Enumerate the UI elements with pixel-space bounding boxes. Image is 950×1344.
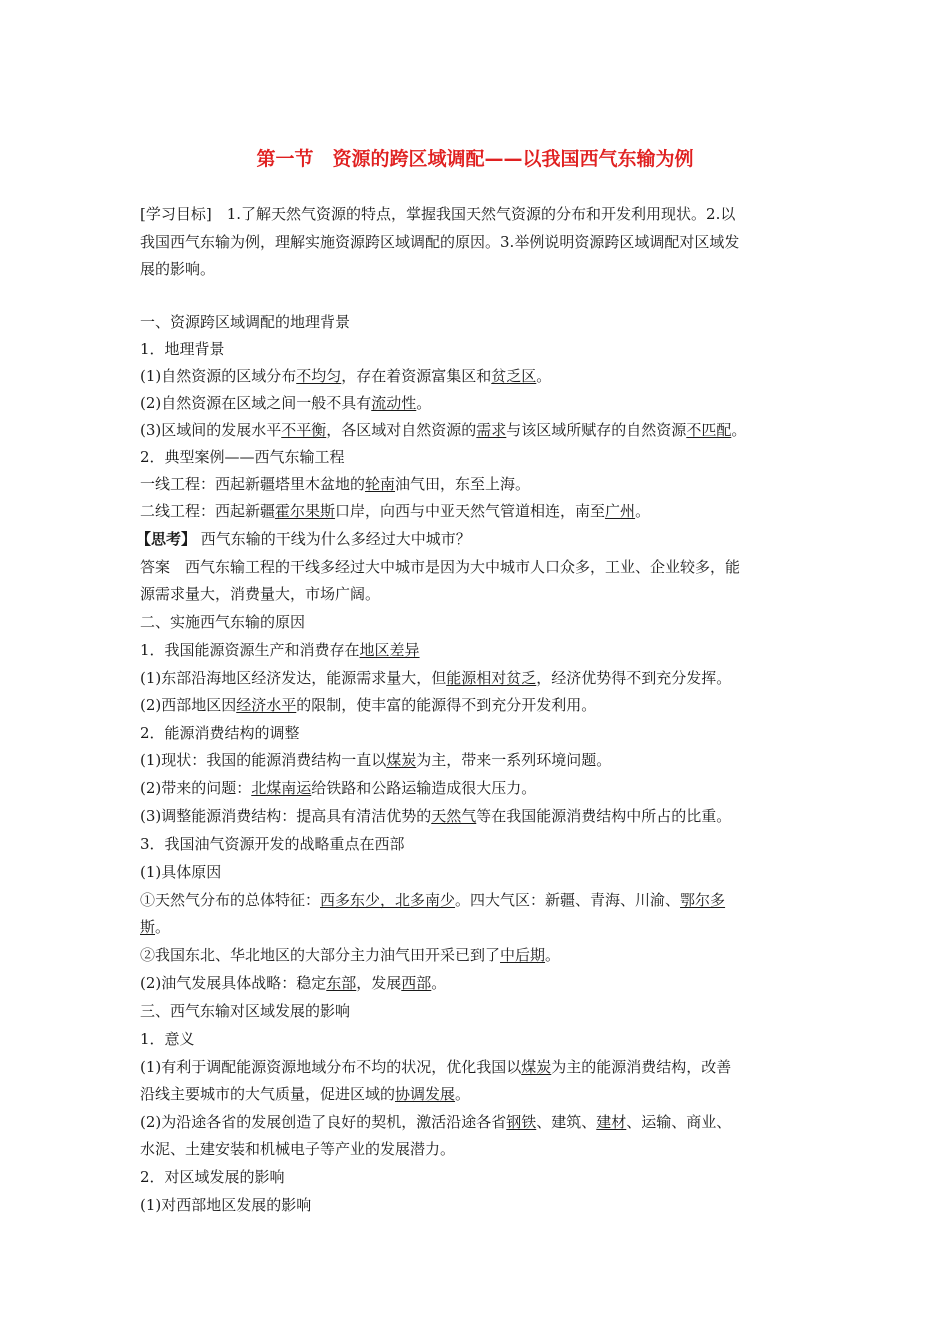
section-1-heading: 一、资源跨区域调配的地理背景 (140, 313, 351, 331)
blank-answer: 西部 (401, 974, 432, 992)
blank-answer: 需求 (476, 421, 507, 439)
objectives-line-1: [学习目标] 1.了解天然气资源的特点，掌握我国天然气资源的分布和开发利用现状。2.以 (140, 205, 736, 223)
blank-answer: 轮南 (365, 475, 396, 493)
think-label: 【思考】 (136, 530, 197, 548)
s1-item-2: (2)自然资源在区域之间一般不具有流动性。 (140, 394, 432, 412)
s3-item-2-cont: 水泥、土建安装和机械电子等产业的发展潜力。 (140, 1140, 456, 1158)
blank-answer: 霍尔果斯 (275, 502, 336, 520)
s1-subheading-2: 2．典型案例——西气东输工程 (140, 448, 345, 466)
page-title: 第一节 资源的跨区域调配——以我国西气东输为例 (256, 148, 694, 170)
blank-answer: 经济水平 (236, 696, 297, 714)
blank-answer: 钢铁 (506, 1113, 537, 1131)
objectives-label: [学习目标] (140, 205, 212, 223)
s2-item-5: (3)调整能源消费结构：提高具有清洁优势的天然气等在我国能源消费结构中所占的比重。 (140, 807, 732, 825)
s3-item-1-cont: 沿线主要城市的大气质量，促进区域的协调发展。 (140, 1085, 471, 1103)
blank-answer: 斯 (140, 918, 156, 936)
blank-answer: 贫乏区 (491, 367, 537, 385)
blank-answer: 西多东少，北多南少 (320, 891, 456, 909)
s2-item-4: (2)带来的问题：北煤南运给铁路和公路运输造成很大压力。 (140, 779, 537, 797)
s3-subheading-1: 1．意义 (140, 1030, 195, 1048)
s3-item-2: (2)为沿途各省的发展创造了良好的契机，激活沿途各省钢铁、建筑、建材、运输、商业、 (140, 1113, 732, 1131)
s2-item-7: ①天然气分布的总体特征：西多东少，北多南少。四大气区：新疆、青海、川渝、鄂尔多 (140, 891, 726, 909)
s2-subheading-2: 2．能源消费结构的调整 (140, 724, 300, 742)
think-question: 【思考】 西气东输的干线为什么多经过大中城市？ (136, 530, 471, 548)
s1-line-project-2: 二线工程：西起新疆霍尔果斯口岸，向西与中亚天然气管道相连，南至广州。 (140, 502, 651, 520)
s2-subheading-1: 1．我国能源资源生产和消费存在地区差异 (140, 641, 420, 659)
objectives-line-2: 我国西气东输为例，理解实施资源跨区域调配的原因。3.举例说明资源跨区域调配对区域发 (140, 233, 740, 251)
section-2-heading: 二、实施西气东输的原因 (140, 613, 306, 631)
s2-item-7-cont: 斯。 (140, 918, 171, 936)
blank-answer: 流动性 (371, 394, 417, 412)
answer-line-2: 源需求量大，消费量大，市场广阔。 (140, 585, 381, 603)
blank-answer: 建材 (596, 1113, 627, 1131)
s1-item-3: (3)区域间的发展水平不平衡，各区域对自然资源的需求与该区域所赋存的自然资源不匹配。 (140, 421, 747, 439)
blank-answer: 不均匀 (296, 367, 342, 385)
s1-line-project-1: 一线工程：西起新疆塔里木盆地的轮南油气田，东至上海。 (140, 475, 531, 493)
blank-answer: 协调发展 (395, 1085, 456, 1103)
s1-subheading-1: 1．地理背景 (140, 340, 225, 358)
section-3-heading: 三、西气东输对区域发展的影响 (140, 1002, 351, 1020)
blank-answer: 不匹配 (686, 421, 732, 439)
s2-item-8: ②我国东北、华北地区的大部分主力油气田开采已到了中后期。 (140, 946, 561, 964)
s2-item-3: (1)现状：我国的能源消费结构一直以煤炭为主，带来一系列环境问题。 (140, 751, 612, 769)
objectives-line-3: 展的影响。 (140, 260, 216, 278)
blank-answer: 地区差异 (359, 641, 420, 659)
s3-item-1: (1)有利于调配能源资源地域分布不均的状况，优化我国以煤炭为主的能源消费结构，改善 (140, 1058, 732, 1076)
blank-answer: 鄂尔多 (680, 891, 726, 909)
s1-item-1: (1)自然资源的区域分布不均匀，存在着资源富集区和贫乏区。 (140, 367, 552, 385)
blank-answer: 煤炭 (521, 1058, 552, 1076)
s2-item-9: (2)油气发展具体战略：稳定东部，发展西部。 (140, 974, 447, 992)
s3-subheading-2: 2．对区域发展的影响 (140, 1168, 285, 1186)
blank-answer: 广州 (605, 502, 636, 520)
blank-answer: 能源相对贫乏 (446, 669, 537, 687)
s2-subheading-3: 3．我国油气资源开发的战略重点在西部 (140, 835, 405, 853)
blank-answer: 中后期 (500, 946, 546, 964)
s3-item-3: (1)对西部地区发展的影响 (140, 1196, 312, 1214)
s2-item-6: (1)具体原因 (140, 863, 222, 881)
blank-answer: 煤炭 (386, 751, 417, 769)
blank-answer: 北煤南运 (251, 779, 312, 797)
blank-answer: 东部 (326, 974, 357, 992)
answer-line-1: 答案 西气东输工程的干线多经过大中城市是因为大中城市人口众多，工业、企业较多，能 (140, 558, 741, 576)
s2-item-2: (2)西部地区因经济水平的限制，使丰富的能源得不到充分开发利用。 (140, 696, 597, 714)
s2-item-1: (1)东部沿海地区经济发达，能源需求量大，但能源相对贫乏，经济优势得不到充分发挥。 (140, 669, 732, 687)
blank-answer: 不平衡 (281, 421, 327, 439)
blank-answer: 天然气 (431, 807, 477, 825)
